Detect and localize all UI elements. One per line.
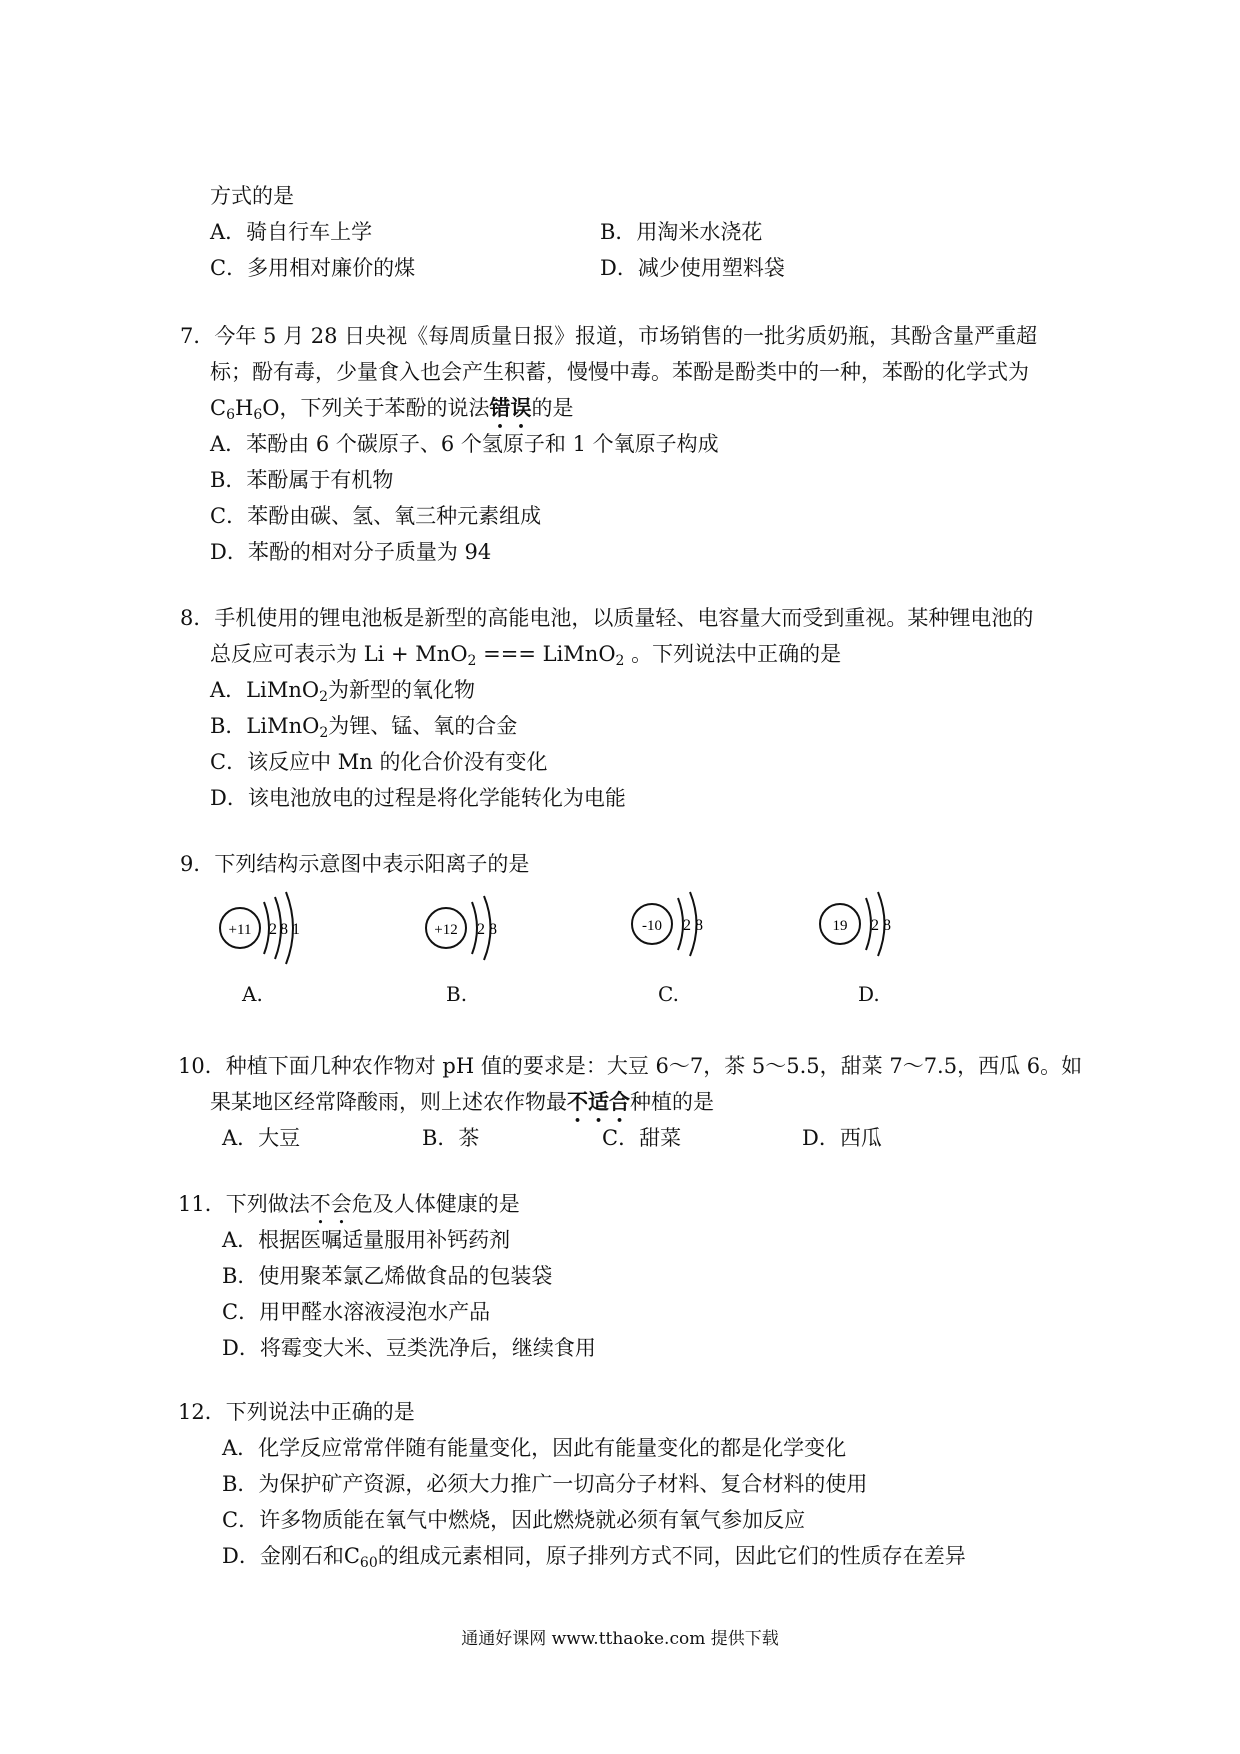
q7-line2: 标；酚有毒，少量食入也会产生积蓄，慢慢中毒。苯酚是酚类中的一种，苯酚的化学式为: [210, 360, 1029, 384]
svg-text:8: 8: [280, 921, 288, 938]
emphasis-not-suitable: 不适合: [567, 1089, 630, 1114]
q11-option-d: D．将霉变大米、豆类洗净后，继续食用: [222, 1336, 596, 1360]
q8-option-c: C．该反应中 Mn 的化合价没有变化: [210, 750, 548, 774]
atom-diagram-a: [212, 888, 312, 968]
atom-label-d: D.: [858, 982, 880, 1006]
q10-line1: 10．种植下面几种农作物对 pH 值的要求是：大豆 6～7，茶 5～5.5，甜菜 7～7.5，西瓜 6。如: [178, 1054, 1083, 1078]
nucleus-label-a: +11: [228, 922, 252, 938]
q11-option-c: C．用甲醛水溶液浸泡水产品: [222, 1300, 491, 1324]
q6-option-b: B．用淘米水浇花: [600, 220, 763, 244]
svg-text:8: 8: [883, 917, 891, 934]
q6-option-d: D．减少使用塑料袋: [600, 256, 785, 280]
q12-stem: 12．下列说法中正确的是: [178, 1400, 415, 1424]
reaction-equation: Li + MnO$_2$ === LiMnO$_2$: [363, 642, 625, 669]
q8-line2: 总反应可表示为 Li + MnO$_2$ === LiMnO$_2$ 。下列说法中正确的是: [210, 642, 842, 669]
nucleus-label-c: -10: [642, 918, 662, 934]
q12-option-d: D．金刚石和$C_{60}$的组成元素相同，原子排列方式不同，因此它们的性质存在差异: [222, 1544, 966, 1571]
svg-text:8: 8: [489, 921, 497, 938]
nucleus-label-b: +12: [434, 922, 458, 938]
q8-line1: 8．手机使用的锂电池板是新型的高能电池，以质量轻、电容量大而受到重视。某种锂电池的: [180, 606, 1034, 630]
q6-option-a: A．骑自行车上学: [210, 220, 373, 244]
q10-option-d: D．西瓜: [802, 1126, 882, 1150]
svg-text:2: 2: [871, 917, 879, 934]
q6-option-c: C．多用相对廉价的煤: [210, 256, 416, 280]
emphasis-will-not: 不会: [309, 1192, 352, 1216]
q7-option-a: A．苯酚由 6 个碳原子、6 个氢原子和 1 个氧原子构成: [210, 432, 719, 456]
q8-option-d: D．该电池放电的过程是将化学能转化为电能: [210, 786, 626, 810]
q10-option-c: C．甜菜: [602, 1126, 682, 1150]
q11-stem: 11．下列做法不会危及人体健康的是: [178, 1192, 520, 1216]
q7-option-b: B．苯酚属于有机物: [210, 468, 394, 492]
q9-stem: 9．下列结构示意图中表示阳离子的是: [180, 852, 530, 876]
q11-option-a: A．根据医嘱适量服用补钙药剂: [222, 1228, 511, 1252]
atom-diagram-c: [624, 884, 724, 964]
nucleus-label-d: 19: [832, 918, 848, 934]
page-footer: 通通好课网 www.tthaoke.com 提供下载: [461, 1629, 779, 1649]
q10-line2: 果某地区经常降酸雨，则上述农作物最不适合种植的是: [210, 1089, 714, 1114]
q11-option-b: B．使用聚苯氯乙烯做食品的包装袋: [222, 1264, 553, 1288]
atom-diagram-b: [418, 888, 518, 968]
svg-text:2: 2: [477, 921, 485, 938]
q7-line1: 7．今年 5 月 28 日央视《每周质量日报》报道，市场销售的一批劣质奶瓶，其酚含量严重超: [180, 324, 1038, 348]
atom-label-c: C.: [658, 982, 679, 1006]
svg-text:2: 2: [269, 921, 277, 938]
q7-line3: $C_6H_6O$，下列关于苯酚的说法错误的是: [210, 395, 574, 423]
q6-stem-tail: 方式的是: [210, 184, 294, 208]
atom-label-b: B.: [446, 982, 468, 1006]
emphasis-wrong: 错误: [489, 395, 532, 420]
atom-label-a: A.: [242, 982, 263, 1006]
svg-text:1: 1: [292, 921, 300, 938]
q8-option-a: A．LiMnO$_2$为新型的氧化物: [210, 678, 475, 705]
q8-option-b: B．LiMnO$_2$为锂、锰、氧的合金: [210, 714, 518, 741]
atom-diagram-d: [812, 884, 912, 964]
phenol-formula: $C_6H_6O$: [210, 396, 280, 423]
q10-option-a: A．大豆: [222, 1126, 301, 1150]
svg-text:2: 2: [683, 917, 691, 934]
q12-option-b: B．为保护矿产资源，必须大力推广一切高分子材料、复合材料的使用: [222, 1472, 868, 1496]
q12-option-a: A．化学反应常常伴随有能量变化，因此有能量变化的都是化学变化: [222, 1436, 847, 1460]
q12-option-c: C．许多物质能在氧气中燃烧，因此燃烧就必须有氧气参加反应: [222, 1508, 806, 1532]
q7-option-c: C．苯酚由碳、氢、氧三种元素组成: [210, 504, 542, 528]
svg-text:8: 8: [695, 917, 703, 934]
q10-option-b: B．茶: [422, 1126, 480, 1150]
q7-option-d: D．苯酚的相对分子质量为 94: [210, 540, 492, 564]
